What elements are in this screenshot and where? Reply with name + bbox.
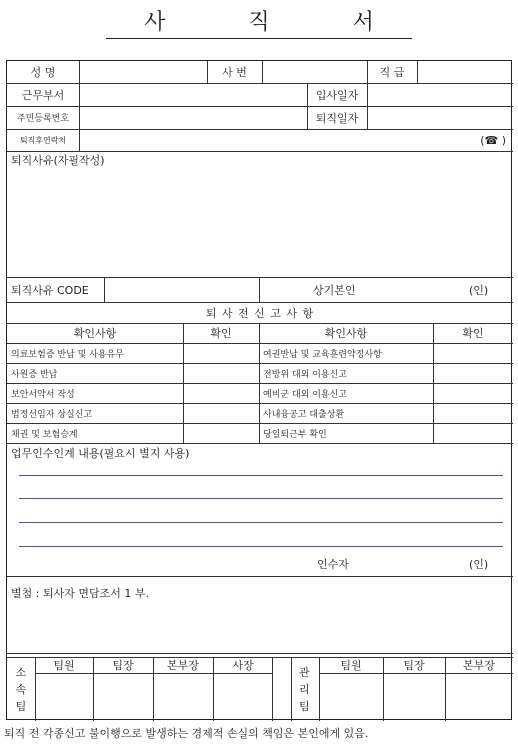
checklist-confirm-cell[interactable] — [184, 423, 258, 443]
checklist-item-left: 사원증 반납 — [11, 369, 58, 380]
join-date-label: 입사일자 — [315, 88, 359, 102]
employee-number-label: 사 번 — [222, 66, 247, 79]
approval-sign-cell[interactable] — [36, 674, 92, 720]
approval-sign-cell[interactable] — [214, 674, 272, 720]
employee-number-field[interactable] — [263, 61, 367, 83]
approval-team-col: 팀원 — [53, 659, 75, 672]
approval-team-col: 본부장 — [167, 659, 199, 672]
handover-label: 업무인수인계 내용(필요시 별지 사용) — [11, 447, 190, 460]
department-field[interactable] — [80, 83, 306, 106]
join-date-field[interactable] — [368, 83, 512, 106]
handover-line[interactable] — [19, 546, 503, 547]
leave-date-field[interactable] — [368, 106, 512, 129]
signer-label: 상기본인 — [313, 283, 356, 297]
resident-number-label: 주민등록번호 — [16, 114, 70, 124]
approval-sign-cell[interactable] — [384, 674, 444, 720]
approval-sign-cell[interactable] — [320, 674, 382, 720]
contact-after-leave-label: 퇴직후연락처 — [19, 135, 67, 145]
checklist-confirm-cell[interactable] — [184, 403, 258, 423]
checklist-confirm-cell[interactable] — [434, 423, 512, 443]
reason-code-label: 퇴직사유 CODE — [11, 283, 89, 297]
checklist-confirm-cell[interactable] — [434, 343, 512, 363]
checklist-confirm-cell[interactable] — [184, 343, 258, 363]
handover-line[interactable] — [19, 475, 503, 476]
approval-admin-col: 본부장 — [463, 659, 495, 672]
position-label: 직 급 — [379, 66, 405, 79]
checklist-title: 퇴 사 전 신 고 사 항 — [205, 306, 315, 320]
position-field[interactable] — [418, 61, 512, 83]
checklist-header-confirm-right: 확인 — [462, 327, 484, 340]
department-label: 근무부서 — [21, 88, 65, 102]
name-label: 성 명 — [30, 66, 56, 79]
signer-seal: (인) — [469, 283, 489, 297]
handover-line[interactable] — [19, 522, 503, 523]
attachment-note: 별첨 : 퇴사자 면담조서 1 부. — [11, 587, 149, 600]
footer-note: 퇴직 전 각종신고 불이행으로 발생하는 경제적 손실의 책임은 본인에게 있음. — [4, 727, 369, 740]
checklist-header-item-right: 확인사항 — [324, 327, 368, 340]
approval-admin-col: 팀장 — [403, 659, 425, 672]
approval-admin-label — [291, 657, 319, 721]
page-title — [0, 8, 518, 39]
title-text: 사 직 서 — [106, 8, 412, 39]
checklist-confirm-cell[interactable] — [434, 363, 512, 383]
approval-team-col: 팀장 — [112, 659, 134, 672]
approval-admin-label-text: 관리팀 — [299, 665, 310, 713]
reason-code-field[interactable] — [105, 277, 258, 302]
checklist-item-left: 채권 및 보험승계 — [11, 429, 78, 440]
leave-date-label: 퇴직일자 — [315, 111, 359, 125]
approval-sign-cell[interactable] — [154, 674, 212, 720]
checklist-confirm-cell[interactable] — [184, 363, 258, 383]
approval-team-label — [7, 657, 35, 721]
checklist-confirm-cell[interactable] — [184, 383, 258, 403]
resignation-form — [6, 60, 512, 720]
phone-text: (☎ ) — [480, 133, 506, 147]
receiver-seal: (인) — [469, 558, 489, 571]
checklist-item-right: 예비군 대외 이용신고 — [263, 389, 347, 400]
checklist-item-right: 전방위 대외 이용신고 — [263, 369, 347, 380]
approval-team-label-text: 소속팀 — [15, 665, 27, 713]
name-field[interactable] — [80, 61, 206, 83]
resident-number-field[interactable] — [80, 106, 306, 129]
checklist-item-left: 보안서약서 작성 — [11, 389, 75, 400]
checklist-item-left: 법정선임자 상실신고 — [11, 409, 93, 420]
contact-phone-field[interactable] — [80, 129, 512, 151]
checklist-item-left: 의료보험증 반납 및 사용유무 — [11, 349, 124, 360]
resignation-reason-field[interactable] — [7, 169, 513, 277]
checklist-confirm-cell[interactable] — [434, 403, 512, 423]
checklist-header-item-left: 확인사항 — [73, 327, 117, 340]
receiver-label: 인수자 — [317, 558, 349, 571]
checklist-header-confirm-left: 확인 — [210, 327, 232, 340]
checklist-item-right: 사내융공고 대출상환 — [263, 409, 345, 420]
resignation-reason-label: 퇴직사유(자필작성) — [11, 154, 105, 167]
checklist-item-right: 여권반납 및 교육훈련약정사항 — [263, 349, 382, 360]
checklist-confirm-cell[interactable] — [434, 383, 512, 403]
handover-line[interactable] — [19, 498, 503, 499]
approval-admin-col: 팀원 — [340, 659, 362, 672]
checklist-item-right: 당일퇴근부 확인 — [263, 429, 327, 440]
approval-sign-cell[interactable] — [94, 674, 152, 720]
approval-team-col: 사장 — [232, 659, 254, 672]
approval-sign-cell[interactable] — [446, 674, 512, 720]
